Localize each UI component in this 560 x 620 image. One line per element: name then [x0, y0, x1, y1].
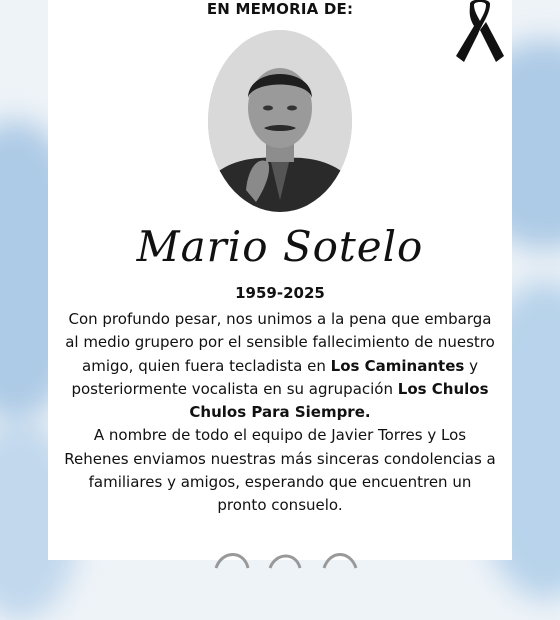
condolence-message — [64, 308, 496, 518]
mourning-ribbon-icon — [448, 0, 512, 64]
message-text: Con profundo pesar, nos unimos a la pena que embarga al medio grupero por el sensible fallecimiento de nuestro amigo, quien fuera tecladista en — [65, 310, 495, 375]
portrait-photo — [208, 30, 352, 212]
decorative-flourish — [200, 540, 400, 570]
band-name: Los Caminantes — [330, 356, 465, 375]
life-years: 1959-2025 — [235, 284, 325, 302]
deceased-name: Mario Sotelo — [136, 222, 424, 271]
message-text: A nombre de todo el equipo de Javier Torres y Los Rehenes enviamos nuestras más sinceras condolencias a familiares y amigos, esperando que encuentren un pronto consuelo. — [64, 426, 496, 515]
memorial-heading: EN MEMORIA DE: — [206, 0, 354, 18]
message-text: y posteriormente vocalista en su agrupación — [71, 356, 478, 398]
band-name: Los Chulos Chulos Para Siempre. — [189, 379, 489, 422]
